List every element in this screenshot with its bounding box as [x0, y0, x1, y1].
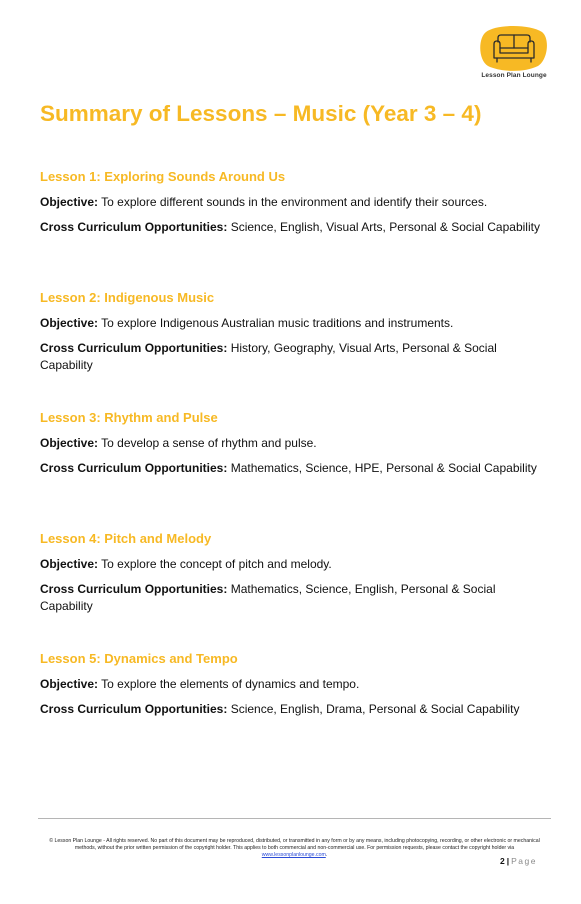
lesson-cross-curriculum	[40, 219, 545, 236]
cross-curriculum-label: Cross Curriculum Opportunities:	[40, 220, 228, 234]
cross-curriculum-label: Cross Curriculum Opportunities:	[40, 582, 228, 596]
objective-label: Objective:	[40, 557, 99, 571]
copyright-notice: © Lesson Plan Lounge - All rights reserved. No part of this document may be reproduced, distributed, or transmitted in any form or by any means, including photocopying, recording, or other electronic or mechanical methods, without the prior written permission of the copyright holder. This applies to both commercial and non-commercial use. For permission requests, please contact the copyright holder via	[49, 838, 540, 851]
cross-curriculum-label: Cross Curriculum Opportunities:	[40, 341, 228, 355]
cross-curriculum-text: Science, English, Visual Arts, Personal & Social Capability	[227, 220, 540, 234]
lesson-block	[40, 290, 545, 374]
footer-copyright	[42, 838, 547, 859]
cross-curriculum-text: Mathematics, Science, English, Personal & Social Capability	[40, 582, 496, 613]
cross-curriculum-text: History, Geography, Visual Arts, Personal & Social Capability	[40, 341, 497, 372]
objective-label: Objective:	[40, 436, 99, 450]
lesson-plan-lounge-logo	[478, 26, 550, 84]
lesson-heading: Lesson 4: Pitch and Melody	[40, 531, 212, 546]
objective-label: Objective:	[40, 316, 99, 330]
lesson-block	[40, 169, 545, 236]
lesson-cross-curriculum	[40, 340, 545, 374]
lesson-objective	[40, 194, 545, 211]
lesson-objective	[40, 556, 545, 573]
objective-text: To explore Indigenous Australian music traditions and instruments.	[98, 316, 454, 330]
lesson-heading: Lesson 3: Rhythm and Pulse	[40, 410, 218, 425]
lesson-block	[40, 651, 545, 718]
footer-divider	[38, 818, 551, 819]
lesson-cross-curriculum	[40, 460, 545, 477]
cross-curriculum-label: Cross Curriculum Opportunities:	[40, 461, 228, 475]
lesson-block	[40, 410, 545, 477]
cross-curriculum-label: Cross Curriculum Opportunities:	[40, 702, 228, 716]
cross-curriculum-text: Science, English, Drama, Personal & Social Capability	[227, 702, 520, 716]
objective-text: To explore the elements of dynamics and tempo.	[98, 677, 360, 691]
lesson-block	[40, 531, 545, 615]
objective-text: To explore different sounds in the environment and identify their sources.	[98, 195, 488, 209]
lesson-objective	[40, 315, 545, 332]
sofa-logo-icon	[478, 26, 550, 72]
page-title: Summary of Lessons – Music (Year 3 – 4)	[40, 101, 482, 126]
page-label: Page	[511, 856, 537, 866]
cross-curriculum-text: Mathematics, Science, HPE, Personal & Social Capability	[227, 461, 537, 475]
logo-wordmark: Lesson Plan Lounge	[481, 72, 547, 79]
lesson-cross-curriculum	[40, 701, 545, 718]
copyright-period: .	[325, 852, 328, 858]
lesson-objective	[40, 435, 545, 452]
lesson-heading: Lesson 5: Dynamics and Tempo	[40, 651, 238, 666]
objective-text: To explore the concept of pitch and melody.	[98, 557, 332, 571]
page-number-separator: |	[506, 856, 510, 866]
objective-label: Objective:	[40, 677, 99, 691]
lesson-objective	[40, 676, 545, 693]
page-number-value: 2	[500, 856, 505, 866]
website-link[interactable]: www.lessonplanlounge.com	[261, 852, 326, 858]
lesson-heading: Lesson 1: Exploring Sounds Around Us	[40, 169, 286, 184]
objective-label: Objective:	[40, 195, 99, 209]
lesson-heading: Lesson 2: Indigenous Music	[40, 290, 215, 305]
lesson-cross-curriculum	[40, 581, 545, 615]
objective-text: To develop a sense of rhythm and pulse.	[98, 436, 317, 450]
page-number	[500, 856, 537, 866]
